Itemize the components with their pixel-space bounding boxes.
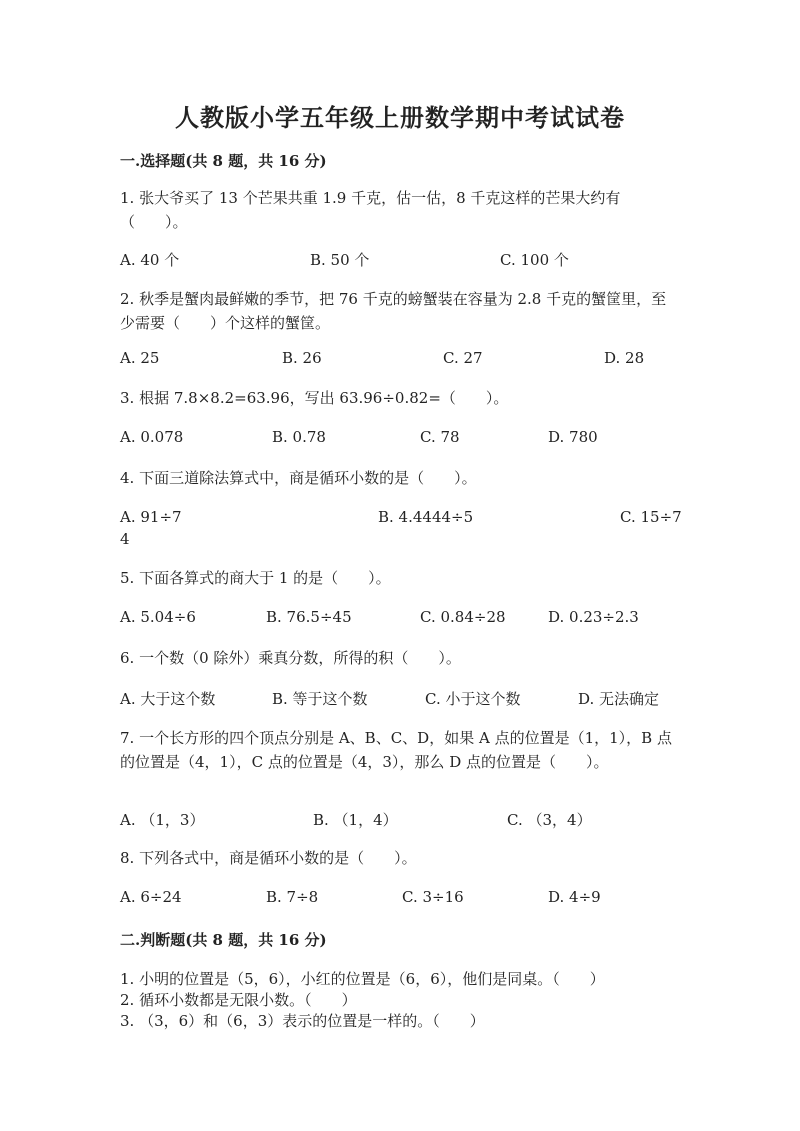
q2-option-d: D. 28 xyxy=(604,349,645,367)
q2-option-a: A. 25 xyxy=(120,349,160,367)
question-5: 5. 下面各算式的商大于 1 的是（ ）。 xyxy=(120,569,391,587)
question-1: 1. 张大爷买了 13 个芒果共重 1.9 千克，估一估，8 千克这样的芒果大约有（ ）。 xyxy=(120,189,621,231)
section-heading-choice: 一.选择题(共 8 题，共 16 分) xyxy=(120,152,327,170)
q5-option-a: A. 5.04÷6 xyxy=(120,608,196,626)
q4-option-wrap: 4 xyxy=(120,530,130,548)
q2-option-b: B. 26 xyxy=(282,349,322,367)
q4-option-b: B. 4.4444÷5 xyxy=(378,508,474,526)
q7-option-c: C. （3，4） xyxy=(507,811,592,829)
q8-option-c: C. 3÷16 xyxy=(402,888,464,906)
judgement-item-1: 1. 小明的位置是（5，6），小红的位置是（6，6），他们是同桌。（ ） xyxy=(120,970,605,988)
q8-option-d: D. 4÷9 xyxy=(548,888,601,906)
q3-option-b: B. 0.78 xyxy=(272,428,326,446)
judgement-item-3: 3. （3，6）和（6，3）表示的位置是一样的。（ ） xyxy=(120,1012,485,1030)
q8-option-a: A. 6÷24 xyxy=(120,888,182,906)
section-heading-judgement: 二.判断题(共 8 题，共 16 分) xyxy=(120,931,327,949)
question-6: 6. 一个数（0 除外）乘真分数，所得的积（ ）。 xyxy=(120,649,461,667)
q2-option-c: C. 27 xyxy=(443,349,483,367)
q3-option-c: C. 78 xyxy=(420,428,460,446)
q6-option-c: C. 小于这个数 xyxy=(425,690,521,708)
q1-option-b: B. 50 个 xyxy=(310,251,370,269)
question-3: 3. 根据 7.8×8.2=63.96，写出 63.96÷0.82=（ ）。 xyxy=(120,389,509,407)
q3-option-a: A. 0.078 xyxy=(120,428,184,446)
q4-option-a: A. 91÷7 xyxy=(120,508,182,526)
q6-option-d: D. 无法确定 xyxy=(578,690,660,708)
q4-option-c: C. 15÷7 xyxy=(620,508,682,526)
q5-option-b: B. 76.5÷45 xyxy=(266,608,352,626)
page-title: 人教版小学五年级上册数学期中考试试卷 xyxy=(175,103,625,132)
question-7: 7. 一个长方形的四个顶点分别是 A、B、C、D，如果 A 点的位置是（1，1），B 点的位置是（4，1），C 点的位置是（4，3），那么 D 点的位置是（ ）。 xyxy=(120,729,672,771)
q1-option-c: C. 100 个 xyxy=(500,251,569,269)
q7-option-b: B. （1，4） xyxy=(313,811,398,829)
q6-option-a: A. 大于这个数 xyxy=(120,690,216,708)
q3-option-d: D. 780 xyxy=(548,428,598,446)
question-4: 4. 下面三道除法算式中，商是循环小数的是（ ）。 xyxy=(120,469,477,487)
q6-option-b: B. 等于这个数 xyxy=(272,690,368,708)
question-8: 8. 下列各式中，商是循环小数的是（ ）。 xyxy=(120,849,417,867)
question-2: 2. 秋季是蟹肉最鲜嫩的季节，把 76 千克的螃蟹装在容量为 2.8 千克的蟹筐里，至少需要（ ）个这样的蟹筐。 xyxy=(120,290,667,332)
q5-option-d: D. 0.23÷2.3 xyxy=(548,608,639,626)
q7-option-a: A. （1，3） xyxy=(120,811,205,829)
q1-option-a: A. 40 个 xyxy=(120,251,180,269)
q8-option-b: B. 7÷8 xyxy=(266,888,319,906)
q5-option-c: C. 0.84÷28 xyxy=(420,608,506,626)
judgement-item-2: 2. 循环小数都是无限小数。（ ） xyxy=(120,991,357,1009)
